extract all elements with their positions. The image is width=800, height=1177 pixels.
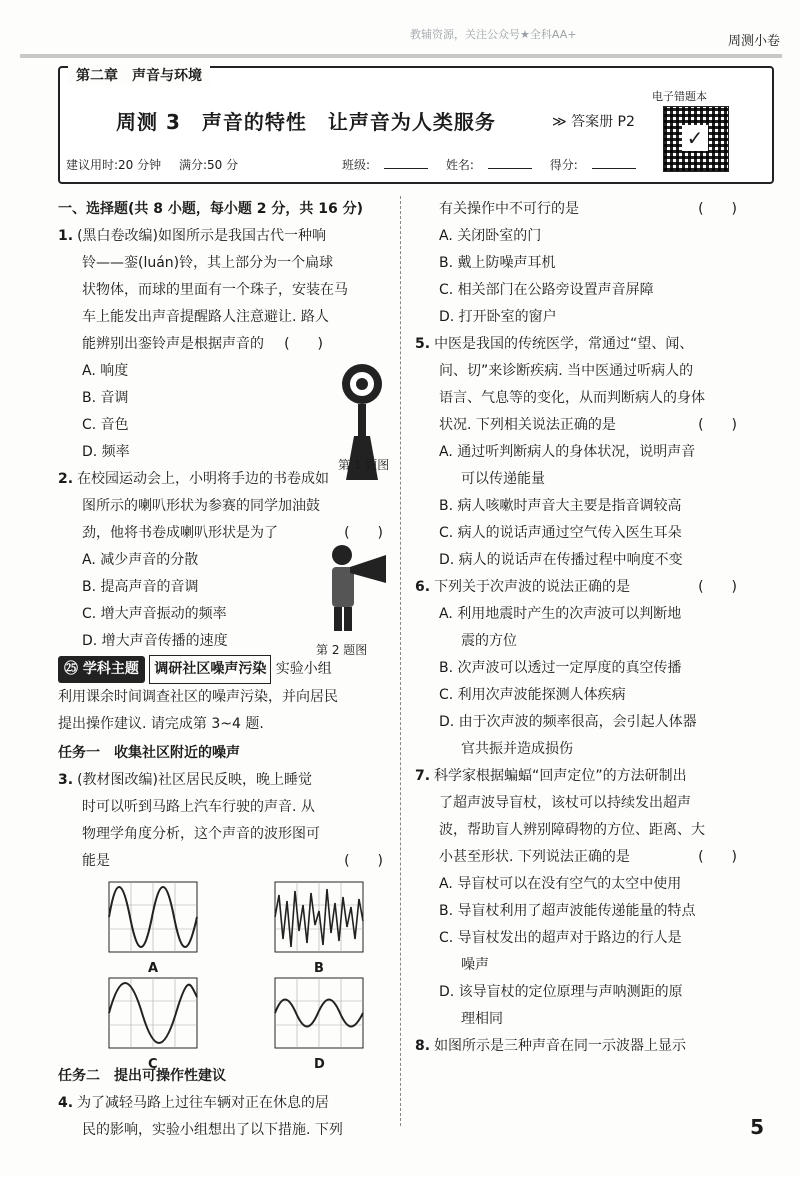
waveform-d-icon[interactable] [274,977,364,1049]
series-tag: 周测小卷 [727,34,780,49]
q2-option-a[interactable]: A. 减少声音的分散 [82,552,199,568]
task-2-heading: 任务二 提出可操作性建议 [58,1068,226,1084]
q4-line-cont: 有关操作中不可行的是 [439,201,579,217]
name-blank[interactable] [488,168,532,169]
q7-option-c-cont: 噪声 [461,957,489,973]
q5-line: 语言、气息等的变化，从而判断病人的身体 [439,390,705,406]
full-score: 满分:50 分 [178,158,239,172]
top-rule [20,54,782,58]
q2-figure-caption: 第 2 题图 [316,643,368,657]
megaphone-person-icon [320,537,390,633]
q6-option-c[interactable]: C. 利用次声波能探测人体疾病 [439,687,626,703]
task-1-heading: 任务一 收集社区附近的噪声 [58,745,240,761]
q5-line: 中医是我国的传统医学，常通过“望、闻、 [434,336,694,352]
q1-number: 1. [58,228,74,244]
waveform-a-icon[interactable] [108,881,198,953]
q5-option-a[interactable]: A. 通过听判断病人的身体状况，说明声音 [439,444,696,460]
right-column [415,196,745,1060]
q4-line: 为了减轻马路上过往车辆对正在休息的居 [77,1095,330,1111]
waveform-b-icon[interactable] [274,881,364,953]
header-box [58,66,774,184]
q3-line: 物理学角度分析，这个声音的波形图可 [82,826,320,842]
question-4 [58,1090,391,1144]
score-label: 得分: [549,158,578,172]
q6-answer-paren[interactable]: ( ) [698,579,737,595]
q4-option-d[interactable]: D. 打开卧室的窗户 [439,309,557,325]
q7-answer-paren[interactable]: ( ) [698,849,737,865]
q8-line: 如图所示是三种声音在同一示波器上显示 [434,1038,687,1054]
q3-number: 3. [58,772,74,788]
q4-option-a[interactable]: A. 关闭卧室的门 [439,228,542,244]
question-3 [58,767,391,1072]
q4-option-c[interactable]: C. 相关部门在公路旁设置声音屏障 [439,282,654,298]
q2-line: 劲，他将书卷成喇叭形状是为了 [82,525,278,541]
waveform-c-label: C [148,1057,158,1072]
q6-option-d-cont: 官共振并造成损伤 [461,741,573,757]
q5-option-b[interactable]: B. 病人咳嗽时声音大主要是指音调较高 [439,498,682,514]
checkmark-icon: ✓ [682,125,708,151]
q7-option-c[interactable]: C. 导盲杖发出的超声对于路边的行人是 [439,930,682,946]
question-6 [415,574,745,763]
question-8 [415,1033,745,1060]
q7-option-d[interactable]: D. 该导盲杖的定位原理与声呐测距的原 [439,984,683,1000]
q1-answer-paren[interactable]: ( ) [284,336,323,352]
q1-option-a[interactable]: A. 响度 [82,363,129,379]
chapter-title: 第二章 声音与环境 [68,65,210,85]
q5-answer-paren[interactable]: ( ) [698,417,737,433]
topic-name: 调研社区噪声污染 [149,655,271,684]
q2-option-d[interactable]: D. 增大声音传播的速度 [82,633,228,649]
q4-option-b[interactable]: B. 戴上防噪声耳机 [439,255,556,271]
waveform-b-label: B [314,961,324,976]
q1-option-b[interactable]: B. 音调 [82,390,129,406]
q1-option-c[interactable]: C. 音色 [82,417,129,433]
page-title: 周测 3 声音的特性 让声音为人类服务 [116,110,496,134]
question-1 [58,223,391,472]
q5-option-a-cont: 可以传递能量 [461,471,545,487]
q6-option-b[interactable]: B. 次声波可以透过一定厚度的真空传播 [439,660,682,676]
class-label: 班级: [341,158,370,172]
section-title: 一、选择题(共 8 小题，每小题 2 分，共 16 分) [58,201,364,217]
answer-reference: ≫ 答案册 P2 [552,114,635,130]
q7-line: 科学家根据蝙蝠“回声定位”的方法研制出 [434,768,687,784]
q6-option-a-cont: 震的方位 [461,633,517,649]
q5-option-d[interactable]: D. 病人的说话声在传播过程中响度不变 [439,552,683,568]
column-divider [400,196,401,1126]
left-column [58,196,391,1144]
waveform-c-icon[interactable] [108,977,198,1049]
q5-option-c[interactable]: C. 病人的说话声通过空气传入医生耳朵 [439,525,682,541]
header-meta [66,156,656,173]
q3-line: 能是 [82,853,110,869]
question-2 [58,466,391,655]
qr-label: 电子错题本 [652,90,707,103]
waveform-a-label: A [148,961,159,976]
q4-line: 民的影响，实验小组想出了以下措施. 下列 [82,1122,343,1138]
q3-line: 时可以听到马路上汽车行驶的声音. 从 [82,799,315,815]
qr-code-icon[interactable] [663,106,729,172]
question-7 [415,763,745,1033]
q1-line: 状物体，而球的里面有一个珠子，安装在马 [82,282,348,298]
q6-option-d[interactable]: D. 由于次声波的频率很高，会引起人体器 [439,714,697,730]
q6-number: 6. [415,579,431,595]
q2-number: 2. [58,471,74,487]
q2-option-c[interactable]: C. 增大声音振动的频率 [82,606,227,622]
score-blank[interactable] [592,168,636,169]
q5-number: 5. [415,336,431,352]
q1-option-d[interactable]: D. 频率 [82,444,130,460]
topic-badge: ㉕ 学科主题 [58,656,145,683]
q1-line: (黑白卷改编)如图所示是我国古代一种响 [77,228,326,244]
class-blank[interactable] [384,168,428,169]
q4-answer-paren[interactable]: ( ) [698,201,737,217]
q3-line: (教材图改编)社区居民反映，晚上睡觉 [77,772,312,788]
q1-line: 车上能发出声音提醒路人注意避让. 路人 [82,309,329,325]
q7-number: 7. [415,768,431,784]
q7-line: 小甚至形状. 下列说法正确的是 [439,849,630,865]
q6-option-a[interactable]: A. 利用地震时产生的次声波可以判断地 [439,606,682,622]
q2-line: 在校园运动会上，小明将手边的书卷成如 [77,471,330,487]
q7-option-b[interactable]: B. 导盲杖利用了超声波能传递能量的特点 [439,903,696,919]
q5-line: 问、切”来诊断疾病. 当中医通过听病人的 [439,363,694,379]
q4-number: 4. [58,1095,74,1111]
q3-answer-paren[interactable]: ( ) [344,853,383,869]
suggested-time: 建议用时:20 分钟 [66,158,162,172]
q7-option-a[interactable]: A. 导盲杖可以在没有空气的太空中使用 [439,876,682,892]
watermark-text: 教辅资源，关注公众号★全科AA+ [410,28,577,41]
q2-answer-paren[interactable]: ( ) [344,525,383,541]
q7-line: 波，帮助盲人辨别障碍物的方位、距离、大 [439,822,705,838]
q7-option-d-cont: 理相同 [461,1011,503,1027]
question-5 [415,331,745,574]
waveform-d-label: D [314,1057,325,1072]
q1-figure-caption: 第 1 题图 [338,458,390,472]
q1-line: 能辨别出銮铃声是根据声音的 [82,336,264,352]
q7-line: 了超声波导盲杖，该杖可以持续发出超声 [439,795,691,811]
q2-line: 图所示的喇叭形状为参赛的同学加油鼓 [82,498,320,514]
page-number: 5 [750,1115,764,1139]
q1-line: 铃——銮(luán)铃，其上部分为一个扁球 [82,255,334,271]
q8-number: 8. [415,1038,431,1054]
q3-waveform-options [58,875,391,1072]
topic-line: 实验小组 [275,661,332,677]
q6-line: 下列关于次声波的说法正确的是 [434,579,631,595]
topic-line: 提出操作建议. 请完成第 3~4 题. [58,716,264,732]
topic-line: 利用课余时间调查社区的噪声污染，并向居民 [58,689,338,705]
q2-option-b[interactable]: B. 提高声音的音调 [82,579,199,595]
name-label: 姓名: [445,158,474,172]
q5-line: 状况. 下列相关说法正确的是 [439,417,616,433]
